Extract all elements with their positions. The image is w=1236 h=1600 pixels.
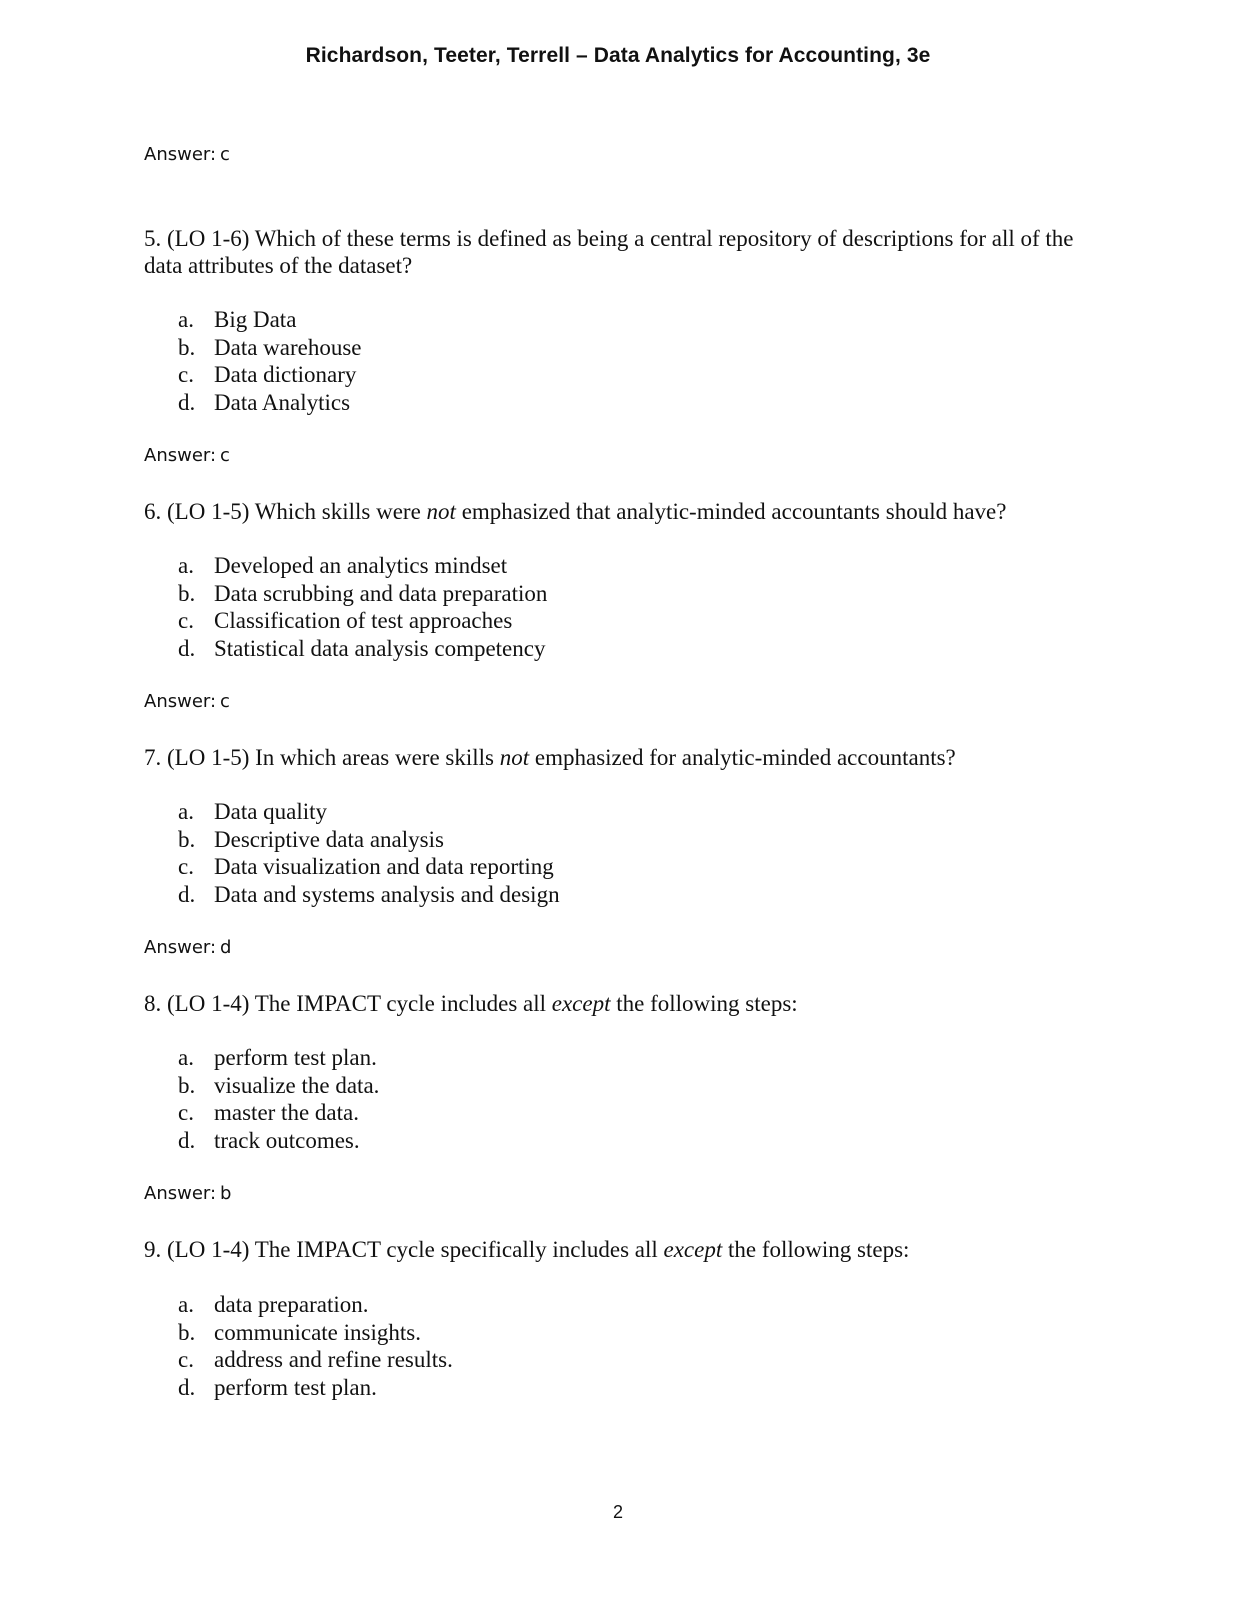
option-c: c. master the data.: [178, 1100, 359, 1125]
option-d: d. Data and systems analysis and design: [178, 881, 560, 907]
answer-line: [144, 1183, 231, 1204]
page-header: Richardson, Teeter, Terrell – Data Analytics for Accounting, 3e: [305, 44, 931, 67]
option-b: b. communicate insights.: [178, 1319, 421, 1345]
answer-line: [144, 144, 230, 165]
question-9-options: [178, 1291, 453, 1401]
answer-label: Answer:: [144, 937, 217, 958]
option-d: d. Data Analytics: [178, 389, 351, 415]
question-text: 6. (LO 1-5) Which skills were: [144, 499, 427, 524]
question-text: 7. (LO 1-5) In which areas were skills: [144, 745, 500, 770]
option-d: d. Statistical data analysis competency: [178, 635, 546, 661]
question-emphasis: except: [551, 991, 611, 1016]
option-c: c. address and refine results.: [178, 1347, 453, 1372]
answer-value: c: [220, 445, 230, 466]
answer-value: c: [220, 691, 230, 712]
answer-label: Answer:: [144, 445, 217, 466]
question-emphasis: except: [663, 1237, 723, 1262]
question-7-options: [178, 798, 560, 908]
option-d: d. perform test plan.: [178, 1374, 377, 1400]
option-a: a. perform test plan.: [178, 1045, 377, 1070]
answer-line: [144, 445, 230, 466]
page-number: 2: [612, 1502, 623, 1522]
option-a: a. Developed an analytics mindset: [178, 553, 508, 578]
question-6-options: [178, 552, 547, 662]
answer-line: [144, 937, 231, 958]
option-a: a. Data quality: [178, 799, 328, 824]
option-d: d. track outcomes.: [178, 1127, 360, 1153]
option-b: b. visualize the data.: [178, 1072, 380, 1098]
option-b: b. Descriptive data analysis: [178, 826, 444, 852]
question-emphasis: not: [499, 745, 530, 770]
answer-value: d: [220, 937, 232, 958]
question-text: 8. (LO 1-4) The IMPACT cycle includes all: [144, 991, 552, 1016]
answer-line: [144, 691, 230, 712]
answer-value: c: [220, 144, 230, 165]
option-b: b. Data scrubbing and data preparation: [178, 580, 548, 606]
question-text-end: emphasized that analytic-minded accountants should have?: [455, 499, 1007, 524]
question-9: [144, 1236, 1094, 1263]
answer-label: Answer:: [144, 1183, 217, 1204]
question-text: 5. (LO 1-6) Which of these terms is defined as being a central repository of descriptions for all of the data attributes of the dataset?: [144, 226, 1074, 278]
option-c: c. Classification of test approaches: [178, 608, 513, 633]
question-text-end: the following steps:: [722, 1237, 910, 1262]
option-a: a. Big Data: [178, 307, 297, 332]
question-5-options: [178, 306, 362, 416]
question-text-end: emphasized for analytic-minded accountants?: [529, 745, 956, 770]
answer-label: Answer:: [144, 691, 217, 712]
question-8-options: [178, 1044, 379, 1154]
option-c: c. Data visualization and data reporting: [178, 854, 554, 879]
question-8: [144, 990, 1094, 1017]
question-emphasis: not: [426, 499, 456, 524]
question-7: [144, 744, 1094, 771]
answer-value: b: [220, 1183, 232, 1204]
question-text-end: the following steps:: [610, 991, 798, 1016]
question-5: [144, 225, 1094, 279]
question-text: 9. (LO 1-4) The IMPACT cycle specifically includes all: [144, 1237, 664, 1262]
option-c: c. Data dictionary: [178, 362, 357, 387]
answer-label: Answer:: [144, 144, 217, 165]
question-6: [144, 498, 1094, 525]
option-a: a. data preparation.: [178, 1292, 369, 1317]
option-b: b. Data warehouse: [178, 334, 362, 360]
